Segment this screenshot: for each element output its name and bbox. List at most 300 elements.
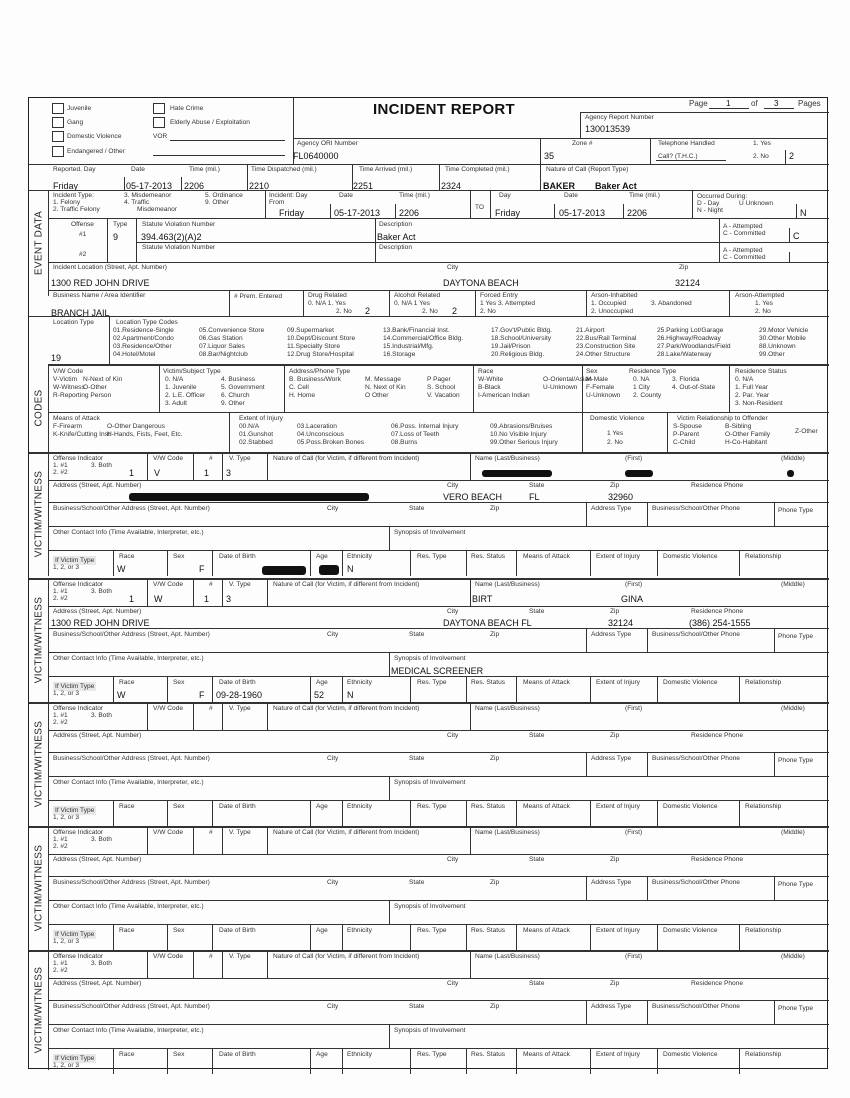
- location-code-item: 15.Industrial/Mfg.: [383, 343, 434, 350]
- other-contact-label: Other Contact Info (Time Available, Interpreter, etc.): [53, 529, 204, 536]
- offense-indicator-label: Offense Indicator: [53, 581, 104, 588]
- business-zip-label: Zip: [490, 879, 500, 886]
- offense-indicator-label: Offense Indicator: [53, 455, 104, 462]
- ethnicity-label: Ethnicity: [347, 1051, 372, 1058]
- form-rule: [389, 900, 390, 924]
- victim-type-label: V. Type: [229, 829, 251, 836]
- incident-from-date: 05-17-2013: [334, 208, 381, 218]
- dob-label: Date of Birth: [219, 803, 256, 810]
- drug-related-options: 0. N/A 1. Yes: [308, 300, 346, 307]
- form-rule: [29, 950, 829, 952]
- nature-code: BAKER: [543, 181, 576, 191]
- victim-number-value: 1: [204, 468, 210, 478]
- redaction-mark: [787, 470, 794, 477]
- location-code-item: 21.Airport: [576, 327, 605, 334]
- victim-witness-block: [29, 578, 829, 702]
- victim-nature-label: Nature of Call (for Victim, if different from Incident): [273, 705, 420, 712]
- middle-name-label: (Middle): [781, 705, 805, 712]
- occurred-night-option: N - Night: [697, 207, 724, 214]
- dob-label: Date of Birth: [219, 553, 256, 560]
- location-code-item: 03.Residence/Other: [113, 343, 172, 350]
- vor-label: VOR: [153, 133, 168, 140]
- residence-type-label: Residence Type: [629, 368, 677, 375]
- offense-label: Offense: [71, 221, 94, 228]
- form-rule: [193, 452, 194, 480]
- relationship-option: O-Other Family: [725, 431, 771, 438]
- telephone-handled-label: Telephone Handled: [658, 140, 715, 147]
- other-contact-label: Other Contact Info (Time Available, Interpreter, etc.): [53, 779, 204, 786]
- relationship-option: H-Co-Habitant: [725, 439, 768, 446]
- location-code-item: 24.Other Structure: [576, 351, 631, 358]
- victim-city: VERO BEACH: [443, 492, 503, 502]
- form-rule: [49, 800, 829, 801]
- victim-witness-block: [29, 950, 829, 1070]
- offense-indicator-option3: 3. Both: [91, 588, 112, 595]
- form-rule: [49, 1024, 829, 1025]
- synopsis-label: Synopsis of Involvement: [394, 903, 466, 910]
- drug-related-no: 2. No: [336, 308, 352, 315]
- form-rule: [147, 702, 148, 730]
- form-rule: [29, 578, 829, 580]
- age-label: Age: [316, 679, 328, 686]
- form-rule: [389, 1024, 390, 1048]
- form-rule: [49, 776, 829, 777]
- dob-label: Date of Birth: [219, 1051, 256, 1058]
- form-rule: [49, 1048, 829, 1049]
- offense-1-committed: C - Committed: [723, 230, 766, 237]
- victim-address: 1300 RED JOHN DRIVE: [51, 618, 150, 628]
- domestic-violence-checkbox[interactable]: [52, 131, 64, 142]
- victim-witness-side-label: VICTIM/WITNESS: [29, 950, 49, 1070]
- completed-time: 2324: [441, 181, 462, 191]
- form-rule: [267, 826, 268, 854]
- residence-phone-label: Residence Phone: [691, 732, 744, 739]
- location-type-value: 19: [51, 353, 62, 363]
- offense-2-committed: C - Committed: [723, 254, 766, 261]
- vw-code-label: V/W Code: [153, 581, 184, 588]
- business-name-label: Business Name / Area Identifier: [53, 292, 146, 299]
- page-total: 3: [774, 99, 779, 108]
- relationship-label: Relationship: [745, 553, 782, 560]
- business-phone-label: Business/School/Other Phone: [652, 1003, 740, 1010]
- if-victim-type-options: 1, 2, or 3: [53, 690, 80, 697]
- if-victim-type-options: 1, 2, or 3: [53, 814, 80, 821]
- if-victim-type-label: If Victim Type: [55, 683, 95, 690]
- form-rule: [49, 924, 829, 925]
- city-label: City: [447, 856, 459, 863]
- form-rule: [113, 1048, 114, 1074]
- form-rule: [739, 924, 740, 950]
- offense-indicator-option3: 3. Both: [91, 960, 112, 967]
- means-of-attack-label: Means of Attack: [53, 415, 100, 422]
- offense-indicator-option1: 1. #1: [53, 588, 68, 595]
- res-type-label: Res. Type: [417, 803, 447, 810]
- agency-report-number-label: Agency Report Number: [585, 114, 654, 121]
- extent-of-injury-label: Extent of Injury: [596, 553, 640, 560]
- address-type-option: O Other: [365, 392, 389, 399]
- address-type-label: Address Type: [591, 755, 632, 762]
- location-code-item: 05.Convenience Store: [199, 327, 265, 334]
- address-label: Address (Street, Apt. Number): [53, 732, 142, 739]
- form-rule: [516, 800, 517, 826]
- middle-name-label: (Middle): [781, 953, 805, 960]
- residence-type-option: 1 City: [633, 384, 650, 391]
- residence-status-option: 0. N/A: [735, 376, 754, 383]
- business-zip-label: Zip: [490, 755, 500, 762]
- form-rule: [113, 924, 114, 950]
- alcohol-related-label: Alcohol Related: [394, 292, 441, 299]
- agency-ori-label: Agency ORI Number: [297, 140, 358, 147]
- sex-option: M-Male: [586, 376, 608, 383]
- vw-code-label: V/W Code: [153, 829, 184, 836]
- synopsis-label: Synopsis of Involvement: [394, 779, 466, 786]
- form-rule: [586, 1000, 587, 1024]
- incident-zip: 32124: [675, 278, 701, 288]
- location-code-item: 28.Lake/Waterway: [657, 351, 712, 358]
- form-rule: [49, 752, 829, 753]
- form-rule: [222, 826, 223, 854]
- redaction-mark: [129, 493, 369, 501]
- form-rule: [774, 752, 775, 776]
- residence-type-option: 2. County: [633, 392, 662, 399]
- means-of-attack-option: O-Other Dangerous: [107, 423, 165, 430]
- reported-date: 05-17-2013: [126, 181, 173, 191]
- juvenile-label: Juvenile: [67, 105, 92, 112]
- incident-from-date-label: Date: [339, 192, 353, 199]
- incident-type-other: 9. Other: [205, 199, 229, 206]
- form-rule: [49, 730, 829, 731]
- name-label: Name (Last/Business): [475, 953, 540, 960]
- elderly-abuse-checkbox[interactable]: [153, 117, 165, 128]
- victim-number-label: #: [209, 455, 213, 462]
- incident-from-label: From: [269, 199, 285, 206]
- domestic-violence-label: Domestic Violence: [663, 1051, 718, 1058]
- offense-2-number: #2: [79, 251, 87, 258]
- victim-nature-label: Nature of Call (for Victim, if different from Incident): [273, 829, 420, 836]
- domestic-violence-label: Domestic Violence: [663, 679, 718, 686]
- telephone-no-label: 2. No: [753, 153, 769, 160]
- phone-type-label: Phone Type: [778, 1005, 814, 1012]
- phone-type-label: Phone Type: [778, 757, 814, 764]
- first-name-label: (First): [625, 705, 643, 712]
- city-label: City: [447, 608, 459, 615]
- victim-witness-side-label: VICTIM/WITNESS: [29, 578, 49, 702]
- reported-day-label: Reported. Day: [53, 166, 96, 173]
- relationship-option: P-Parent: [673, 431, 700, 438]
- business-city-label: City: [327, 1003, 339, 1010]
- form-rule: [774, 876, 775, 900]
- business-state-label: State: [409, 1003, 425, 1010]
- form-rule: [147, 452, 148, 480]
- location-code-item: 99.Other: [759, 351, 785, 358]
- victim-type-value: 3: [226, 594, 232, 604]
- race-label: Race: [119, 553, 135, 560]
- form-rule: [466, 1048, 467, 1074]
- location-code-item: 10.Dept/Discount Store: [287, 335, 356, 342]
- zip-label: Zip: [610, 482, 620, 489]
- form-rule: [516, 550, 517, 576]
- location-code-item: 14.Commercial/Office Bldg.: [383, 335, 464, 342]
- form-rule: [342, 1048, 343, 1074]
- offense-indicator-label: Offense Indicator: [53, 953, 104, 960]
- injury-option: 00.N/A: [239, 423, 260, 430]
- victim-number-value: 1: [204, 594, 210, 604]
- form-rule: [657, 800, 658, 826]
- sex-label: Sex: [173, 679, 185, 686]
- victim-type-label: V. Type: [229, 705, 251, 712]
- means-of-attack-label: Means of Attack: [523, 1051, 570, 1058]
- nature-text: Baker Act: [595, 181, 637, 191]
- endangered-checkbox[interactable]: [52, 146, 64, 157]
- injury-option: 99.Other Serious Injury: [490, 439, 558, 446]
- address-type-option: N. Next of Kin: [365, 384, 406, 391]
- victim-witness-block: [29, 702, 829, 826]
- arrived-label: Time Arrived (mil.): [359, 166, 413, 173]
- vw-code-option: V-Victim: [53, 376, 78, 383]
- form-rule: [739, 800, 740, 826]
- domestic-violence-label: Domestic Violence: [663, 553, 718, 560]
- offense-indicator-option3: 3. Both: [91, 836, 112, 843]
- form-rule: [49, 978, 829, 979]
- sex-option: U-Unknown: [586, 392, 621, 399]
- vw-code-option: O-Other: [83, 384, 107, 391]
- relationship-label: Relationship: [745, 803, 782, 810]
- race-option: B-Black: [478, 384, 501, 391]
- vw-code-value: W: [154, 594, 163, 604]
- form-rule: [516, 924, 517, 950]
- residence-status-label: Residence Status: [735, 368, 787, 375]
- occurred-day-option: D - Day: [697, 200, 720, 207]
- form-rule: [49, 652, 829, 653]
- form-rule: [590, 550, 591, 576]
- incident-to-day-label: Day: [499, 192, 511, 199]
- state-label: State: [529, 856, 545, 863]
- reported-time: 2206: [184, 181, 205, 191]
- domestic-violence-label: Domestic Violence: [67, 133, 122, 140]
- victim-nature-label: Nature of Call (for Victim, if different from Incident): [273, 581, 420, 588]
- first-name-label: (First): [625, 455, 643, 462]
- business-zip-label: Zip: [490, 1003, 500, 1010]
- sex-label: Sex: [173, 927, 185, 934]
- form-rule: [647, 876, 648, 900]
- vw-code-value: V: [154, 468, 161, 478]
- victim-race: W: [117, 690, 126, 700]
- business-phone-label: Business/School/Other Phone: [652, 505, 740, 512]
- offense-1-statute: 394.463(2)(A)2: [141, 232, 202, 242]
- form-rule: [49, 606, 829, 607]
- extent-of-injury-label: Extent of Injury: [596, 803, 640, 810]
- address-type-label: Address Type: [591, 631, 632, 638]
- form-rule: [342, 800, 343, 826]
- offense-indicator-option2: 2. #2: [53, 469, 68, 476]
- address-label: Address (Street, Apt. Number): [53, 980, 142, 987]
- race-option: O-Oriental/Asian: [543, 376, 592, 383]
- name-label: Name (Last/Business): [475, 829, 540, 836]
- business-address-label: Business/School/Other Address (Street, Apt. Number): [53, 755, 210, 762]
- zip-label: Zip: [610, 980, 620, 987]
- state-label: State: [529, 980, 545, 987]
- offense-indicator-option1: 1. #1: [53, 712, 68, 719]
- domestic-violence-codes-label: Domestic Violence: [590, 415, 645, 422]
- form-rule: [113, 550, 114, 576]
- victim-type-option: 4. Business: [221, 376, 256, 383]
- res-status-label: Res. Status: [471, 927, 506, 934]
- juvenile-checkbox[interactable]: [52, 103, 64, 114]
- offense-1-ac-value: C: [793, 231, 800, 241]
- form-rule: [739, 1048, 740, 1074]
- form-rule: [590, 676, 591, 702]
- race-label: Race: [119, 803, 135, 810]
- form-rule: [310, 550, 311, 576]
- incident-day-label: Incident: Day: [269, 192, 308, 199]
- completed-label: Time Completed (mil.): [445, 166, 510, 173]
- domestic-violence-label: Domestic Violence: [663, 803, 718, 810]
- form-rule: [470, 702, 471, 730]
- form-rule: [113, 800, 114, 826]
- middle-name-label: (Middle): [781, 455, 805, 462]
- vw-code-label: V/W Code: [153, 953, 184, 960]
- form-rule: [470, 826, 471, 854]
- residence-status-option: 3. Non-Resident: [735, 400, 783, 407]
- redaction-mark: [262, 566, 306, 575]
- address-type-label: Address Type: [591, 879, 632, 886]
- offense-indicator-option2: 2. #2: [53, 595, 68, 602]
- form-rule: [774, 628, 775, 652]
- victim-witness-side-label: VICTIM/WITNESS: [29, 826, 49, 950]
- residence-type-option: 0. NA: [633, 376, 650, 383]
- location-code-item: 09.Supermarket: [287, 327, 334, 334]
- location-code-item: 26.Highway/Roadway: [657, 335, 721, 342]
- form-rule: [193, 578, 194, 606]
- relationship-option: C-Child: [673, 439, 695, 446]
- location-code-item: 11.Specialty Store: [287, 343, 341, 350]
- form-rule: [310, 924, 311, 950]
- residence-phone-label: Residence Phone: [691, 980, 744, 987]
- if-victim-type-label: If Victim Type: [55, 557, 95, 564]
- first-name-label: (First): [625, 829, 643, 836]
- incident-type-felony: 1. Felony: [53, 199, 81, 206]
- residence-phone-label: Residence Phone: [691, 856, 744, 863]
- alcohol-related-options: 0. N/A 1 Yes: [394, 300, 430, 307]
- form-rule: [470, 452, 471, 480]
- vw-code-label: V/W Code: [153, 455, 184, 462]
- victim-number-label: #: [209, 705, 213, 712]
- form-rule: [29, 702, 829, 704]
- gang-checkbox[interactable]: [52, 117, 64, 128]
- form-rule: [657, 924, 658, 950]
- synopsis-label: Synopsis of Involvement: [394, 529, 466, 536]
- business-address-label: Business/School/Other Address (Street, Apt. Number): [53, 879, 210, 886]
- agency-report-number: 130013539: [585, 124, 631, 134]
- business-state-label: State: [409, 879, 425, 886]
- residence-status-option: 1. Full Year: [735, 384, 768, 391]
- hate-crime-checkbox[interactable]: [153, 103, 165, 114]
- vw-code-option: W-Witness: [53, 384, 85, 391]
- location-code-item: 20.Religious Bldg.: [491, 351, 545, 358]
- codes-side-label: CODES: [29, 364, 49, 452]
- first-name-label: (First): [625, 581, 643, 588]
- business-address-label: Business/School/Other Address (Street, Apt. Number): [53, 505, 210, 512]
- form-rule: [410, 676, 411, 702]
- business-state-label: State: [409, 505, 425, 512]
- form-rule: [29, 826, 829, 828]
- form-rule: [29, 452, 829, 454]
- form-rule: [586, 752, 587, 776]
- form-rule: [586, 628, 587, 652]
- telephone-yes-label: 1. Yes: [753, 140, 771, 147]
- offense-indicator-value: 1: [129, 594, 135, 604]
- form-rule: [410, 1048, 411, 1074]
- location-code-item: 17.Gov't/Public Bldg.: [491, 327, 553, 334]
- if-victim-type-options: 1, 2, or 3: [53, 564, 80, 571]
- victim-type-label: V. Type: [229, 455, 251, 462]
- victim-type-option: 9. Other: [221, 400, 245, 407]
- residence-type-option: 4. Out-of-State: [672, 384, 716, 391]
- address-type-label: Address Type: [591, 1003, 632, 1010]
- form-rule: [212, 550, 213, 576]
- location-codes-label: Location Type Codes: [116, 319, 178, 326]
- form-rule: [310, 676, 311, 702]
- form-rule: [267, 578, 268, 606]
- sex-label: Sex: [173, 803, 185, 810]
- form-rule: [147, 578, 148, 606]
- vw-code-option: N-Next of Kin: [83, 376, 123, 383]
- sex-label: Sex: [173, 1051, 185, 1058]
- form-rule: [590, 800, 591, 826]
- address-type-option: M. Message: [365, 376, 401, 383]
- endangered-label: Endangered / Other: [67, 148, 125, 155]
- injury-option: 09.Abrasions/Bruises: [490, 423, 553, 430]
- means-of-attack-label: Means of Attack: [523, 927, 570, 934]
- agency-ori-number: FL0640000: [293, 151, 339, 161]
- form-rule: [167, 800, 168, 826]
- of-label: of: [751, 99, 758, 108]
- victim-nature-label: Nature of Call (for Victim, if different from Incident): [273, 953, 420, 960]
- vw-code-label: V/W Code: [153, 705, 184, 712]
- victim-type-option: 2. L.E. Officer: [165, 392, 206, 399]
- form-rule: [466, 924, 467, 950]
- first-name-label: (First): [625, 953, 643, 960]
- arson-attempted-no: 2. No: [755, 308, 771, 315]
- form-rule: [193, 702, 194, 730]
- offense-1-statute-label: Statute Violation Number: [142, 221, 216, 228]
- form-rule: [774, 1000, 775, 1024]
- location-code-item: 06.Gas Station: [199, 335, 243, 342]
- city-label: City: [447, 980, 459, 987]
- form-rule: [389, 652, 390, 676]
- offense-indicator-label: Offense Indicator: [53, 705, 104, 712]
- injury-option: 05.Poss.Broken Bones: [297, 439, 365, 446]
- dob-label: Date of Birth: [219, 679, 256, 686]
- alcohol-related-no: 2. No: [422, 308, 438, 315]
- business-state-label: State: [409, 755, 425, 762]
- report-title: INCIDENT REPORT: [373, 101, 516, 118]
- form-rule: [647, 502, 648, 526]
- form-rule: [466, 550, 467, 576]
- victim-race: W: [117, 564, 126, 574]
- incident-from-time: 2206: [399, 208, 420, 218]
- business-zip-label: Zip: [490, 631, 500, 638]
- extent-of-injury-label: Extent of Injury: [596, 927, 640, 934]
- form-rule: [167, 1048, 168, 1074]
- res-status-label: Res. Status: [471, 553, 506, 560]
- relationship-option: S-Spouse: [673, 423, 702, 430]
- business-city-label: City: [327, 755, 339, 762]
- form-rule: [49, 526, 829, 527]
- location-code-item: 23.Construction Site: [576, 343, 636, 350]
- form-rule: [389, 776, 390, 800]
- name-label: Name (Last/Business): [475, 581, 540, 588]
